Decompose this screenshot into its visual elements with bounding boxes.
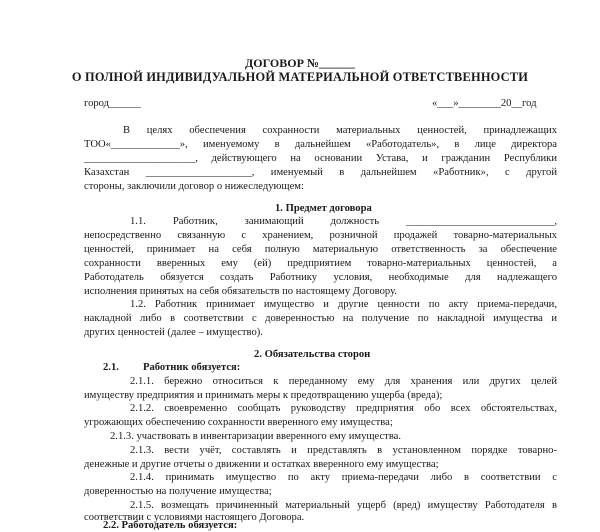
city-field: город______ [84,98,141,109]
section-2-line: соответствии с условиями настоящего Договора. [84,512,305,523]
contract-subtitle: О ПОЛНОЙ ИНДИВИДУАЛЬНОЙ МАТЕРИАЛЬНОЙ ОТВЕТСТВЕННОСТИ [71,70,529,84]
section-1-line: ценностей, принимает на себя полную материальную ответственность за обеспечение [84,244,557,255]
section-2-line: 2.1.4. принимать имущество по акту приема-передачи либо в соответствии с [130,472,557,483]
section-2-line: 2.1.3. вести учёт, составлять и представлять в установленном порядке товарно- [130,445,557,456]
subsection-2-2-title: 2.2. Работодатель обязуется: [103,520,238,531]
section-1-line: исполнения принятых на себя обязательств по настоящему Договору. [84,286,397,297]
subsection-2-1-number: 2.1. [103,362,119,373]
section-1-line: накладной либо в соответствии с доверенностью на получение по накладной имущества и [84,313,557,324]
section-2-line: имуществу предприятия и принимать меры к предотвращению ущерба (вреда); [84,390,443,401]
section-1-line: непосредственно связанную с хранением, розничной продажей товарно-материальных [84,230,557,241]
intro-line: _____________________, действующего на основании Устава, и гражданин Республики [84,153,557,164]
contract-title: ДОГОВОР №______ [245,56,355,70]
section-2-line: 2.1.5. возмещать причиненный материальный ущерб (вред) имуществу Работодателя в [130,500,557,511]
subsection-2-1-title: Работник обязуется: [143,362,241,373]
intro-line: ТОО«_____________», именуемому в дальнейшем «Работодатель», в лице директора [84,139,557,150]
section-2-heading: 2. Обязательства сторон [254,349,371,360]
section-1-line: других ценностей (далее – имущество). [84,327,263,338]
section-2-line: доверенностью на получение имущества; [84,486,272,497]
section-1-line: 1.2. Работник принимает имущество и другие ценности по акту приема-передачи, [130,299,557,310]
section-1-line: Работодатель обязуется создать Работнику условия, необходимые для надлежащего [84,272,557,283]
section-1-line: 1.1. Работник, занимающий должность ____________________________, [130,216,557,227]
date-field: «___»________20__год [432,98,537,109]
section-2-line: угрожающих обеспечению сохранности вверенного ему имущества; [84,417,393,428]
section-1-heading: 1. Предмет договора [275,203,372,214]
section-1-line: сохранности вверенных ему (ей) предприятием товарно-материальных ценностей, а [84,258,557,269]
intro-line: Казахстан ____________________, именуемый в дальнейшем «Работник», с другой [84,167,557,178]
section-2-line: 2.1.2. своевременно сообщать руководству предприятия обо всех обстоятельствах, [130,403,557,414]
section-2-line: 2.1.3. участвовать в инвентаризации вверенного ему имущества. [110,431,402,442]
section-2-line: 2.1.1. бережно относиться к переданному ему для хранения или других целей [130,376,557,387]
intro-line: стороны, заключили договор о нижеследующем: [84,181,304,192]
intro-line: В целях обеспечения сохранности материальных ценностей, принадлежащих [123,125,557,136]
section-2-line: денежные и другие отчеты о движении и остатках вверенного ему имущества; [84,459,439,470]
